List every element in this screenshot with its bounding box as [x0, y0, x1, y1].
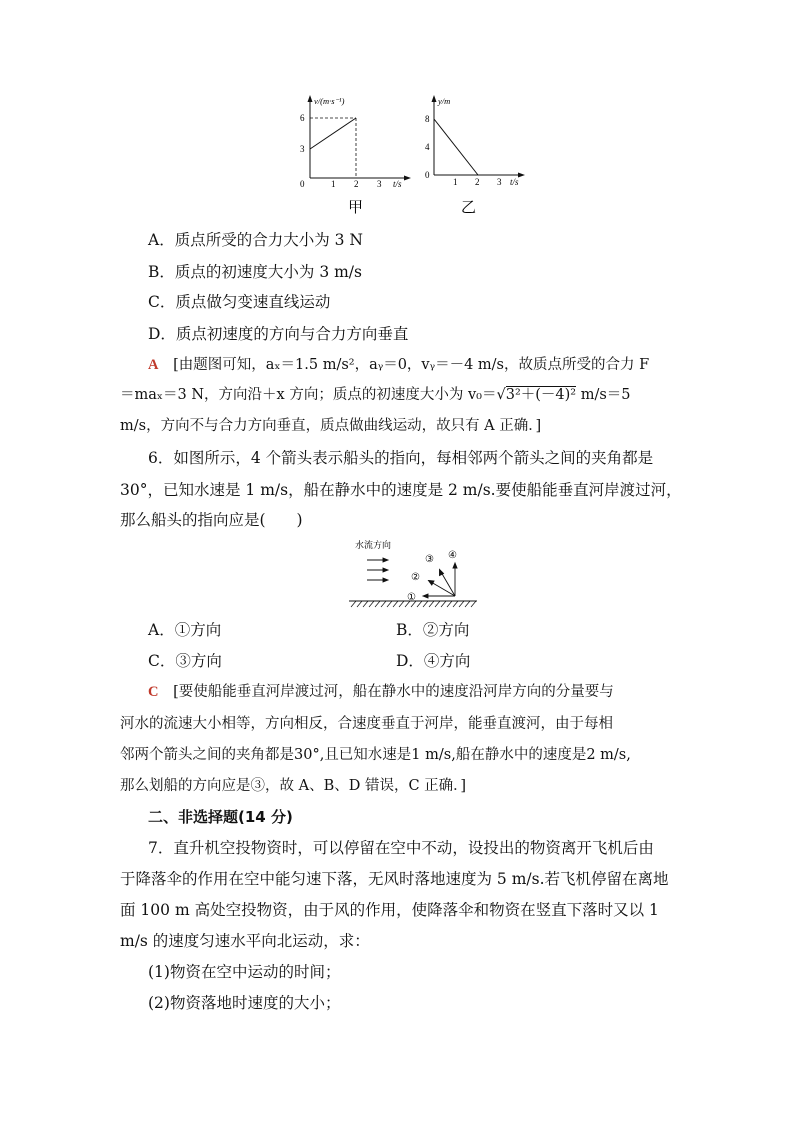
q5-option-b: B．质点的初速度大小为 3 m/s	[148, 263, 362, 281]
vt-y-tick-6: 6	[300, 113, 305, 123]
vt-data-line	[310, 118, 356, 149]
q6-answer-letter: C	[148, 684, 159, 700]
arrow-label-2: ②	[411, 572, 420, 583]
yt-x-tick-2: 2	[475, 177, 480, 187]
vt-y-label: v/(m·s⁻¹)	[314, 96, 345, 106]
vt-y-arrow	[308, 95, 313, 102]
q7-stem-line3: 面 100 m 高处空投物资，由于风的作用，使降落伞和物资在竖直下落时又以 1	[120, 901, 659, 919]
vt-origin: 0	[300, 179, 305, 189]
q5-option-c: C．质点做匀变速直线运动	[148, 293, 331, 311]
q6-river-figure	[345, 536, 480, 608]
q5-answer-text2b: m/s＝5	[576, 387, 631, 403]
yt-data-line	[434, 119, 478, 175]
yt-origin: 0	[425, 170, 430, 180]
q5-answer-line3: m/s，方向不与合力方向垂直，质点做曲线运动，故只有 A 正确．]	[120, 418, 542, 434]
vt-x-tick-3: 3	[377, 179, 382, 189]
q7-stem-line1: 7．直升机空投物资时，可以停留在空中不动，设投出的物资离开飞机后由	[148, 839, 654, 857]
q6-answer-text1: [要使船能垂直河岸渡过河，船在静水中的速度沿河岸方向的分量要与	[173, 684, 614, 700]
vt-x-tick-1: 1	[331, 179, 336, 189]
q5-answer-letter: A	[148, 357, 159, 373]
q6-stem-line2: 30°，已知水速是 1 m/s，船在静水中的速度是 2 m/s.要使船能垂直河岸渡过河，	[120, 481, 682, 499]
q5-option-a: A．质点所受的合力大小为 3 N	[148, 231, 363, 249]
q5-answer-text1: [由题图可知，aₓ＝1.5 m/s²，aᵧ＝0，vᵧ＝－4 m/s，故质点所受的合力 F	[173, 357, 650, 373]
arrow-label-3: ③	[425, 554, 434, 565]
q7-stem-line2: 于降落伞的作用在空中能匀速下落，无风时落地速度为 5 m/s.若飞机停留在离地	[120, 870, 669, 888]
q6-answer-line4: 那么划船的方向应是③，故 A、B、D 错误，C 正确．]	[120, 778, 467, 794]
yt-caption: 乙	[461, 200, 477, 216]
yt-y-label: y/m	[438, 96, 451, 106]
vt-x-arrow	[404, 176, 411, 181]
q7-stem-line4: m/s 的速度匀速水平向北运动，求：	[120, 932, 370, 950]
yt-y-tick-8: 8	[425, 114, 430, 124]
q5-option-d: D．质点初速度的方向与合力方向垂直	[148, 325, 409, 343]
q6-option-b: B．②方向	[396, 621, 470, 639]
arrow-label-4: ④	[448, 550, 457, 561]
q6-option-d: D．④方向	[396, 652, 471, 670]
yt-y-arrow	[432, 95, 437, 102]
figure-yt-graph	[422, 92, 532, 217]
q6-answer-line1	[148, 682, 614, 702]
arrow-label-1: ①	[407, 592, 416, 603]
q6-option-c: C．③方向	[148, 652, 222, 670]
vt-y-tick-3: 3	[300, 144, 305, 154]
yt-x-tick-3: 3	[497, 177, 502, 187]
vt-x-label: t/s	[393, 179, 402, 189]
q6-stem-line1: 6．如图所示，4 个箭头表示船头的指向，每相邻两个箭头之间的夹角都是	[148, 449, 654, 467]
q7-subquestion-1: (1)物资在空中运动的时间；	[148, 963, 341, 981]
q6-answer-line3: 邻两个箭头之间的夹角都是30°,且已知水速是1 m/s,船在静水中的速度是2 m/s,	[120, 747, 631, 763]
vt-caption: 甲	[348, 200, 364, 216]
q5-sqrt-content: 3²＋(－4)²	[505, 387, 577, 403]
water-direction-label: 水流方向	[355, 540, 392, 550]
yt-x-tick-1: 1	[453, 177, 458, 187]
q7-subquestion-2: (2)物资落地时速度的大小；	[148, 994, 341, 1012]
q5-answer-text2a: ＝maₓ＝3 N，方向沿＋x 方向；质点的初速度大小为 v₀＝	[120, 387, 497, 403]
section-2-heading: 二、非选择题(14 分)	[148, 808, 293, 826]
yt-x-label: t/s	[510, 177, 519, 187]
water-flow-arrows	[367, 558, 388, 582]
q6-stem-line3: 那么船头的指向应是( )	[120, 511, 303, 529]
q6-answer-line2: 河水的流速大小相等，方向相反，合速度垂直于河岸，能垂直渡河，由于每相	[120, 716, 613, 732]
figure-vt-graph	[296, 92, 416, 217]
yt-y-tick-4: 4	[425, 142, 430, 152]
q5-answer-line1	[148, 355, 649, 375]
boat-heading-arrows	[423, 563, 457, 598]
vt-x-tick-2: 2	[354, 179, 359, 189]
sqrt-sign: √	[496, 387, 506, 403]
yt-x-arrow	[518, 173, 525, 178]
q5-answer-line2	[120, 385, 631, 405]
q6-option-a: A．①方向	[148, 621, 222, 639]
